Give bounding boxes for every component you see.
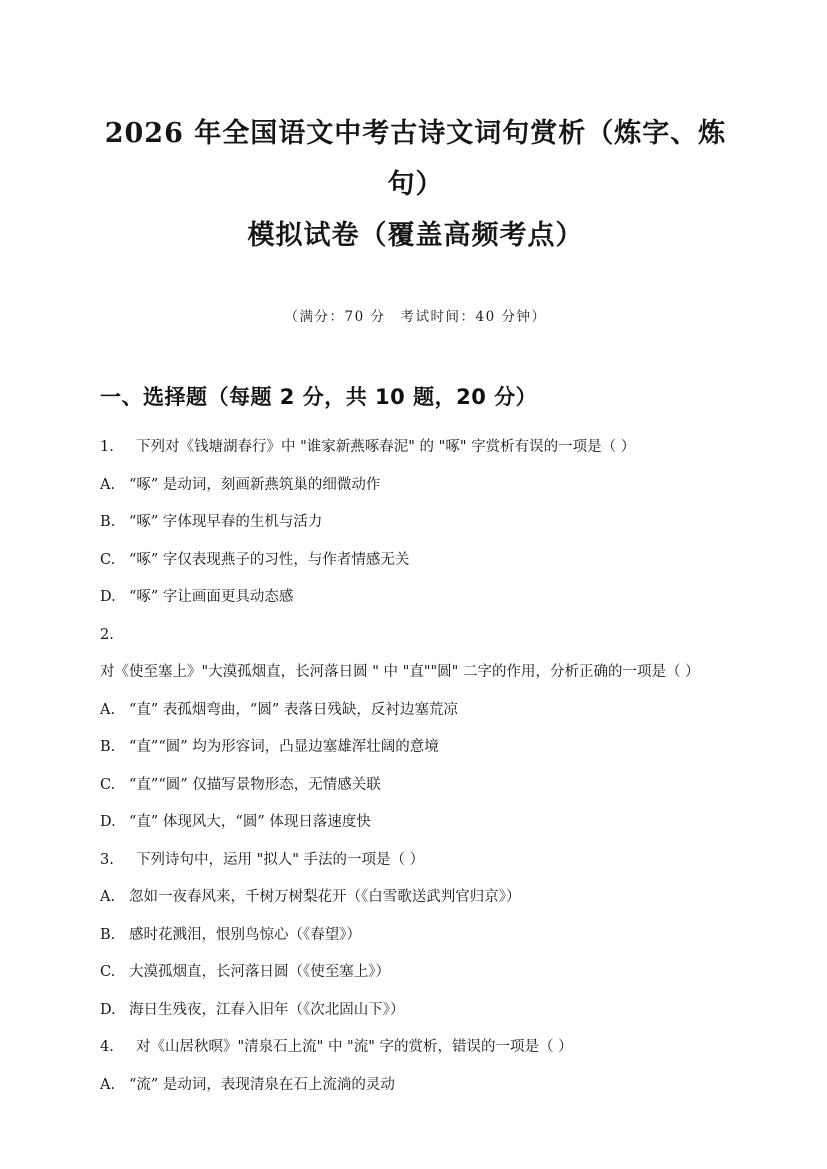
option-c-text: “直”“圆” 仅描写景物形态，无情感关联 xyxy=(129,776,381,793)
question-4-option-a xyxy=(100,1067,731,1105)
section-heading: 一、选择题（每题 2 分，共 10 题，20 分） xyxy=(100,385,538,409)
question-1-option-a xyxy=(100,467,731,505)
question-2-option-d xyxy=(100,804,731,842)
question-3-option-a xyxy=(100,879,731,917)
question-2-stem xyxy=(100,617,731,692)
question-4-text: 对《山居秋暝》"清泉石上流" 中 "流" 字的赏析，错误的一项是（ ） xyxy=(136,1039,573,1055)
question-1-text: 下列对《钱塘湖春行》中 "谁家新燕啄春泥" 的 "啄" 字赏析有误的一项是（ ） xyxy=(136,439,636,455)
question-1-number: 1. xyxy=(100,439,114,455)
question-2-option-c xyxy=(100,767,731,805)
question-1-option-d xyxy=(100,579,731,617)
question-3-number: 3. xyxy=(100,851,114,868)
option-a-text: 忽如一夜春风来，千树万树梨花开（《白雪歌送武判官归京》） xyxy=(129,889,521,905)
option-a-label: A. xyxy=(100,701,116,718)
question-2-number: 2. xyxy=(100,626,114,643)
question-3-option-c xyxy=(100,954,731,992)
question-1-stem xyxy=(100,429,731,467)
option-d-label: D. xyxy=(100,814,116,830)
option-d-text: 海日生残夜，江春入旧年（《次北固山下》） xyxy=(129,1001,405,1018)
title-line-1: 2026 年全国语文中考古诗文词句赏析（炼字、炼句） xyxy=(104,118,727,200)
question-4-stem xyxy=(100,1029,731,1067)
option-a-text: “流” 是动词，表现清泉在石上流淌的灵动 xyxy=(129,1076,395,1093)
option-d-label: D. xyxy=(100,589,116,605)
question-2-option-a xyxy=(100,692,731,730)
option-c-label: C. xyxy=(100,964,116,980)
option-b-text: “直”“圆” 均为形容词，凸显边塞雄浑壮阔的意境 xyxy=(129,739,439,755)
option-c-label: C. xyxy=(100,551,116,568)
question-1-option-c xyxy=(100,542,731,580)
option-b-label: B. xyxy=(100,739,116,755)
option-a-label: A. xyxy=(100,1076,116,1093)
question-2-option-b xyxy=(100,729,731,767)
option-c-text: “啄” 字仅表现燕子的习性，与作者情感无关 xyxy=(129,551,410,568)
option-d-text: “直” 体现风大，“圆” 体现日落速度快 xyxy=(129,814,371,830)
option-b-text: 感时花溅泪，恨别鸟惊心（《春望》） xyxy=(129,926,361,943)
option-b-text: “啄” 字体现早春的生机与活力 xyxy=(129,514,323,530)
option-d-text: “啄” 字让画面更具动态感 xyxy=(129,589,294,605)
question-2-text: 对《使至塞上》"大漠孤烟直，长河落日圆 " 中 "直""圆" 二字的作用，分析正确的一项是（ ） xyxy=(100,664,700,680)
question-list xyxy=(100,429,731,1104)
option-b-label: B. xyxy=(100,514,116,530)
option-a-label: A. xyxy=(100,476,116,493)
question-4-number: 4. xyxy=(100,1039,114,1055)
option-a-text: “直” 表孤烟弯曲，“圆” 表落日残缺，反衬边塞荒凉 xyxy=(129,701,458,718)
question-3-option-b xyxy=(100,917,731,955)
option-c-label: C. xyxy=(100,776,116,793)
title-line-2: 模拟试卷（覆盖高频考点） xyxy=(247,220,584,251)
question-3-text: 下列诗句中，运用 "拟人" 手法的一项是（ ） xyxy=(136,851,425,868)
question-3-option-d xyxy=(100,992,731,1030)
question-3-stem xyxy=(100,842,731,880)
option-b-label: B. xyxy=(100,926,116,943)
option-c-text: 大漠孤烟直，长河落日圆（《使至塞上》） xyxy=(129,964,390,980)
exam-meta: （满分：70 分 考试时间：40 分钟） xyxy=(284,309,547,325)
document-title xyxy=(100,108,731,261)
question-1-option-b xyxy=(100,504,731,542)
option-d-label: D. xyxy=(100,1001,116,1018)
option-a-label: A. xyxy=(100,889,116,905)
option-a-text: “啄” 是动词，刻画新燕筑巢的细微动作 xyxy=(129,476,381,493)
